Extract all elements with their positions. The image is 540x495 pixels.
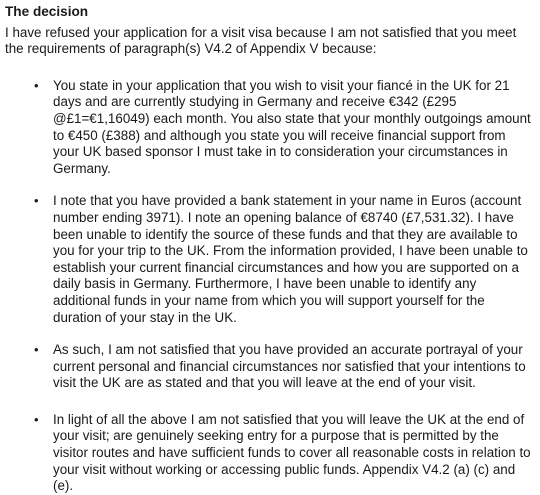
decision-document bbox=[5, 4, 533, 495]
reason-item bbox=[5, 412, 533, 495]
reason-text: In light of all the above I am not satisfied that you will leave the UK at the end of your visit; are genuinely seeking entry for a purpose that is permitted by the visitor routes and have sufficient funds to cover all reasonable costs in relation to your visit without working or accessing public funds. Appendix V4.2 (a) (c) and (e). bbox=[53, 411, 531, 494]
reason-text: As such, I am not satisfied that you have provided an accurate portrayal of your current personal and financial circumstances nor satisfied that your intentions to visit the UK are as stated and that you will leave at the end of your visit. bbox=[53, 342, 526, 391]
reason-item bbox=[5, 342, 533, 392]
section-heading: The decision bbox=[5, 4, 89, 19]
reason-item bbox=[5, 78, 533, 178]
bullet-icon: • bbox=[34, 342, 39, 358]
reason-text: I note that you have provided a bank statement in your name in Euros (account number ending 3971). I note an opening balance of €8740 (£7,531.32). I have been unable to identify the source of these funds and that they are available to you for your trip to the UK. From the information provided, I have been unable to establish your current financial circumstances and how you are supported on a daily basis in Germany. Furthermore, I have been unable to identify any additional funds in your name from which you will support yourself for the duration of your stay in the UK. bbox=[53, 193, 528, 325]
bullet-icon: • bbox=[34, 193, 39, 209]
bullet-icon: • bbox=[34, 411, 39, 427]
reasons-list bbox=[5, 78, 533, 495]
reason-item bbox=[5, 193, 533, 326]
intro-paragraph: I have refused your application for a visit visa because I am not satisfied that you meet the requirements of paragraph(s) V4.2 of Appendix V because: bbox=[5, 24, 517, 57]
bullet-icon: • bbox=[34, 77, 39, 93]
reason-text: You state in your application that you wish to visit your fiancé in the UK for 21 days and are currently studying in Germany and receive €342 (£295 @£1=€1,16049) each month. You also state that your monthly outgoings amount to €450 (£388) and although you state you will receive financial support from your UK based sponsor I must take in to consideration your circumstances in Germany. bbox=[53, 77, 531, 176]
